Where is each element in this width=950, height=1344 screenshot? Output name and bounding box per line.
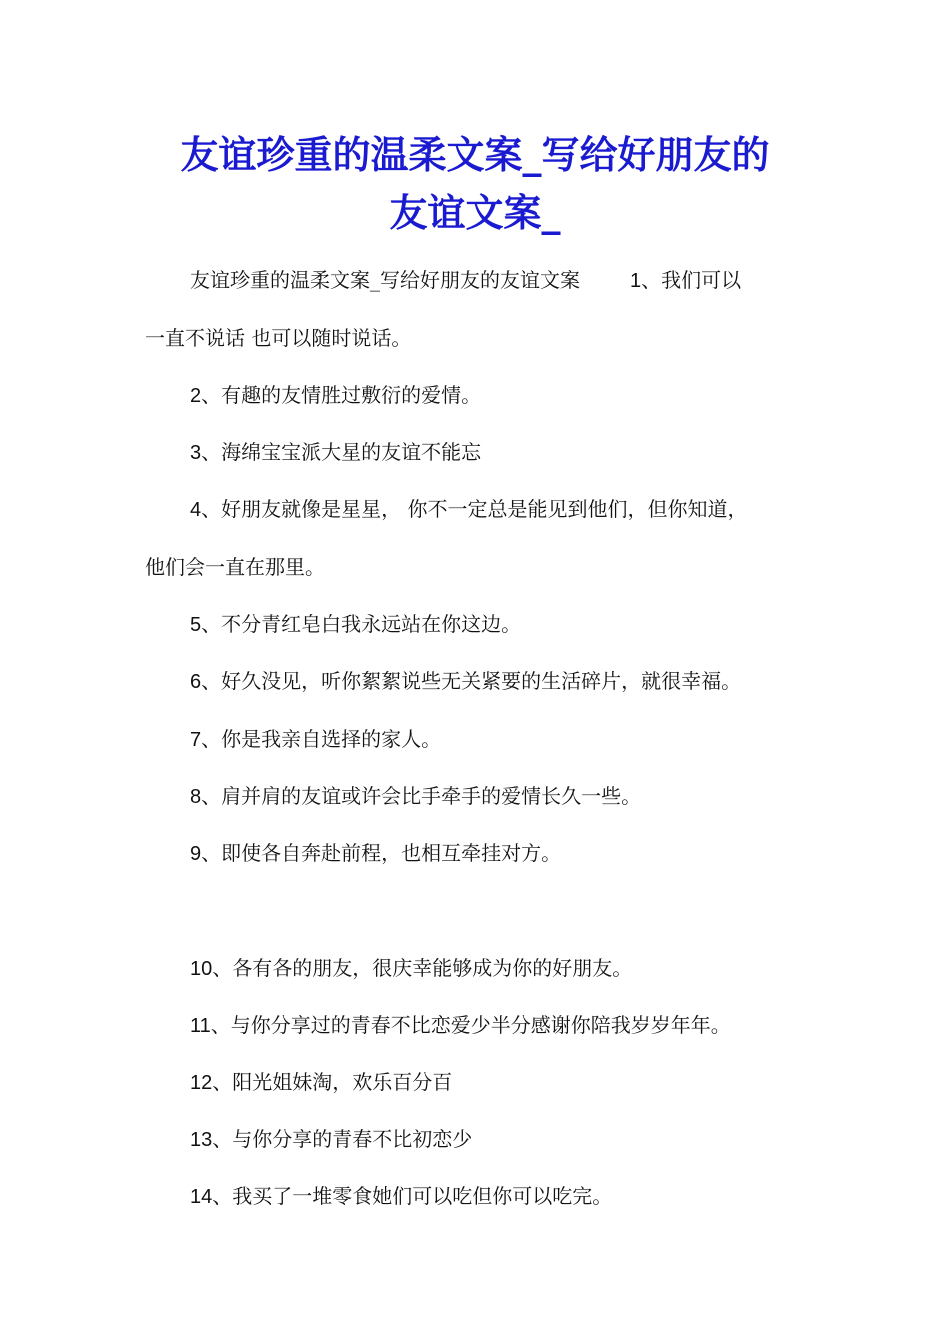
item-text: 好朋友就像是星星， 你不一定总是能见到他们，但你知道， <box>221 497 748 521</box>
item-separator: 、 <box>201 669 222 693</box>
item-text: 阳光姐妹淘，欢乐百分百 <box>232 1070 453 1094</box>
item-separator: 、 <box>201 784 222 808</box>
item-separator: 、 <box>212 956 233 980</box>
item-text: 有趣的友情胜过敷衍的爱情。 <box>221 383 482 407</box>
item-number: 12 <box>190 1072 213 1094</box>
item-separator: 、 <box>201 440 222 464</box>
item-text: 海绵宝宝派大星的友谊不能忘 <box>221 440 482 464</box>
intro-line <box>190 266 741 295</box>
list-item <box>190 667 741 696</box>
item-text: 你是我亲自选择的家人。 <box>221 727 442 751</box>
item-number: 1 <box>630 270 642 292</box>
list-item <box>190 495 747 524</box>
item-number: 5 <box>190 614 202 636</box>
item-number: 2 <box>190 385 202 407</box>
item-number: 11 <box>190 1015 211 1037</box>
item-number: 13 <box>190 1129 213 1151</box>
item-text: 与你分享过的青春不比恋爱少半分感谢你陪我岁岁年年。 <box>230 1013 731 1037</box>
item-text: 各有各的朋友，很庆幸能够成为你的好朋友。 <box>232 956 633 980</box>
list-item <box>190 725 441 754</box>
item-continuation: 他们会一直在那里。 <box>145 555 325 579</box>
list-item <box>190 1182 612 1211</box>
list-item <box>190 381 481 410</box>
item-separator: 、 <box>212 1184 233 1208</box>
item-number: 8 <box>190 786 202 808</box>
list-item <box>190 1011 731 1040</box>
document-title-line-1: 友谊珍重的温柔文案_写给好朋友的 <box>180 132 770 177</box>
item-separator: 、 <box>201 841 222 865</box>
item-text: 即使各自奔赴前程，也相互牵挂对方。 <box>221 841 562 865</box>
item-continuation: 一直不说话 也可以随时说话。 <box>145 326 412 350</box>
item-number: 3 <box>190 442 202 464</box>
item-separator: 、 <box>201 727 222 751</box>
item-separator: 、 <box>212 1070 233 1094</box>
document-title-line-2: 友谊文案_ <box>389 190 561 235</box>
list-item <box>190 839 561 868</box>
list-item <box>190 438 481 467</box>
list-item <box>190 782 641 811</box>
item-text: 与你分享的青春不比初恋少 <box>232 1127 473 1151</box>
item-text: 我们可以 <box>661 268 742 292</box>
item-number: 6 <box>190 671 202 693</box>
item-separator: 、 <box>201 497 222 521</box>
item-separator: 、 <box>210 1013 231 1037</box>
item-number: 14 <box>190 1186 213 1208</box>
list-item <box>190 1125 472 1154</box>
item-separator: 、 <box>212 1127 233 1151</box>
item-number: 4 <box>190 499 202 521</box>
item-separator: 、 <box>201 612 222 636</box>
list-item <box>190 610 521 639</box>
item-number: 9 <box>190 843 202 865</box>
list-item <box>190 954 632 983</box>
item-text: 好久没见，听你絮絮说些无关紧要的生活碎片，就很幸福。 <box>221 669 742 693</box>
item-number: 7 <box>190 729 202 751</box>
item-number: 10 <box>190 958 213 980</box>
item-separator: 、 <box>201 383 222 407</box>
intro-text: 友谊珍重的温柔文案_写给好朋友的友谊文案 <box>190 268 580 292</box>
item-text: 不分青红皂白我永远站在你这边。 <box>221 612 522 636</box>
item-text: 我买了一堆零食她们可以吃但你可以吃完。 <box>232 1184 613 1208</box>
item-separator: 、 <box>641 268 662 292</box>
list-item <box>190 1068 452 1097</box>
item-text: 肩并肩的友谊或许会比手牵手的爱情长久一些。 <box>221 784 642 808</box>
